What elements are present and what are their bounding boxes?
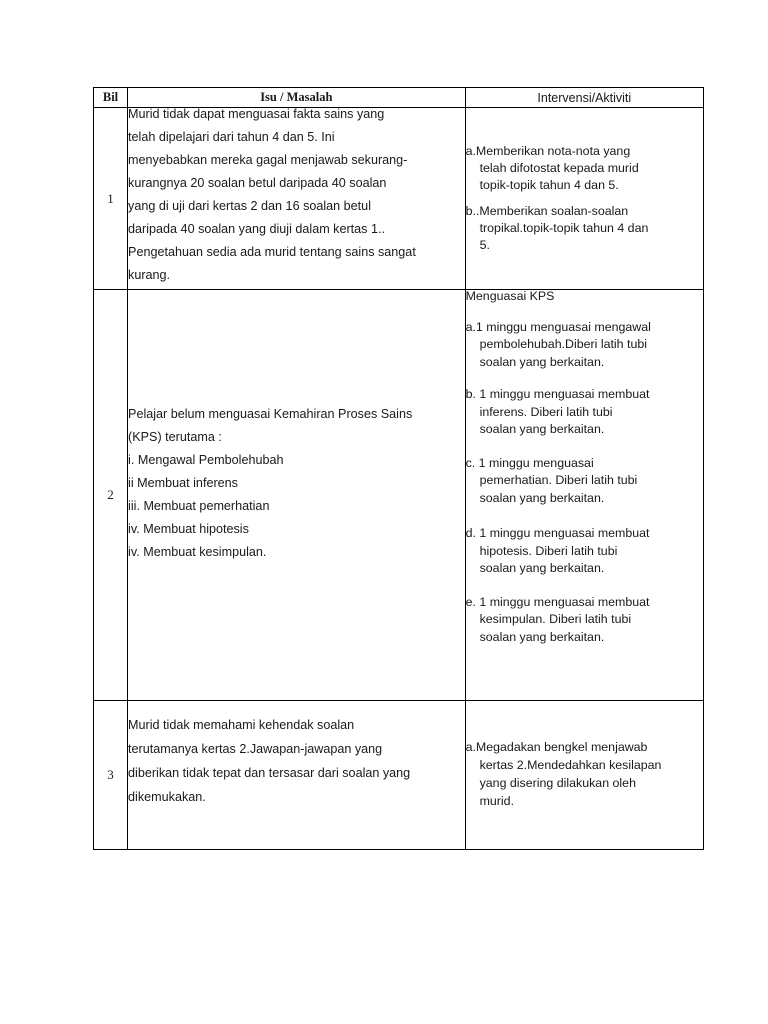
row-number: 1 (94, 108, 128, 290)
intervention-item: c. 1 minggu menguasai pemerhatian. Diberi latih tubi soalan yang berkaitan. (465, 455, 638, 505)
issue-line: (KPS) terutama : (128, 429, 222, 444)
issue-line: terutamanya kertas 2.Jawapan-jawapan yang (128, 742, 383, 756)
intervention-item: b..Memberikan soalan-soalan tropikal.topik-topik tahun 4 dan 5. (465, 204, 649, 252)
intervention-item: a.Memberikan nota-nota yang telah difotostat kepada murid topik-topik tahun 4 dan 5. (465, 144, 639, 192)
issue-cell (128, 290, 466, 701)
issue-line: telah dipelajari dari tahun 4 dan 5. Ini (128, 130, 335, 144)
row-number: 3 (94, 701, 128, 850)
issue-line: Pengetahuan sedia ada murid tentang sains sangat (128, 245, 416, 259)
intervention-item: e. 1 minggu menguasai membuat kesimpulan. Diberi latih tubi soalan yang berkaitan. (465, 594, 650, 644)
issues-table (93, 87, 704, 850)
issue-line: kurangnya 20 soalan betul daripada 40 soalan (128, 176, 387, 190)
issue-line: iii. Membuat pemerhatian (128, 498, 270, 513)
issue-line: dikemukakan. (128, 790, 206, 804)
issue-line: yang di uji dari kertas 2 dan 16 soalan betul (128, 199, 371, 213)
intervention-item: a.1 minggu menguasai mengawal pembolehubah.Diberi latih tubi soalan yang berkaitan. (465, 319, 651, 369)
intervention-item: d. 1 minggu menguasai membuat hipotesis. Diberi latih tubi soalan yang berkaitan. (465, 526, 650, 575)
issue-line: i. Mengawal Pembolehubah (128, 452, 284, 467)
intervention-item: b. 1 minggu menguasai membuat inferens. Diberi latih tubi soalan yang berkaitan. (465, 387, 650, 436)
issue-line: diberikan tidak tepat dan tersasar dari soalan yang (128, 766, 411, 780)
issue-line: iv. Membuat hipotesis (128, 521, 249, 536)
intervention-item: a.Megadakan bengkel menjawab kertas 2.Mendedahkan kesilapan yang disering dilakukan oleh murid. (465, 740, 662, 808)
issue-line: Pelajar belum menguasai Kemahiran Proses Sains (128, 406, 413, 421)
header-isu: Isu / Masalah (128, 88, 466, 108)
table-row (94, 290, 704, 701)
issue-line: ii Membuat inferens (128, 475, 238, 490)
table-row (94, 701, 704, 850)
issue-line: Murid tidak dapat menguasai fakta sains yang (128, 107, 385, 121)
issue-line: kurang. (128, 268, 171, 282)
intervention-cell (465, 290, 703, 701)
issue-line: daripada 40 soalan yang diuji dalam kertas 1.. (128, 222, 385, 236)
header-intervensi: Intervensi/Aktiviti (465, 88, 703, 108)
intervention-title: Menguasai KPS (465, 289, 555, 303)
issue-line: Murid tidak memahami kehendak soalan (128, 718, 355, 732)
row-number: 2 (94, 290, 128, 701)
table-row (94, 108, 704, 290)
issue-cell (128, 701, 466, 850)
intervention-cell (465, 701, 703, 850)
issue-line: menyebabkan mereka gagal menjawab sekurang- (128, 153, 408, 167)
intervention-cell (465, 108, 703, 290)
issue-cell (128, 108, 466, 290)
issue-line: iv. Membuat kesimpulan. (128, 544, 267, 559)
header-bil: Bil (94, 88, 128, 108)
